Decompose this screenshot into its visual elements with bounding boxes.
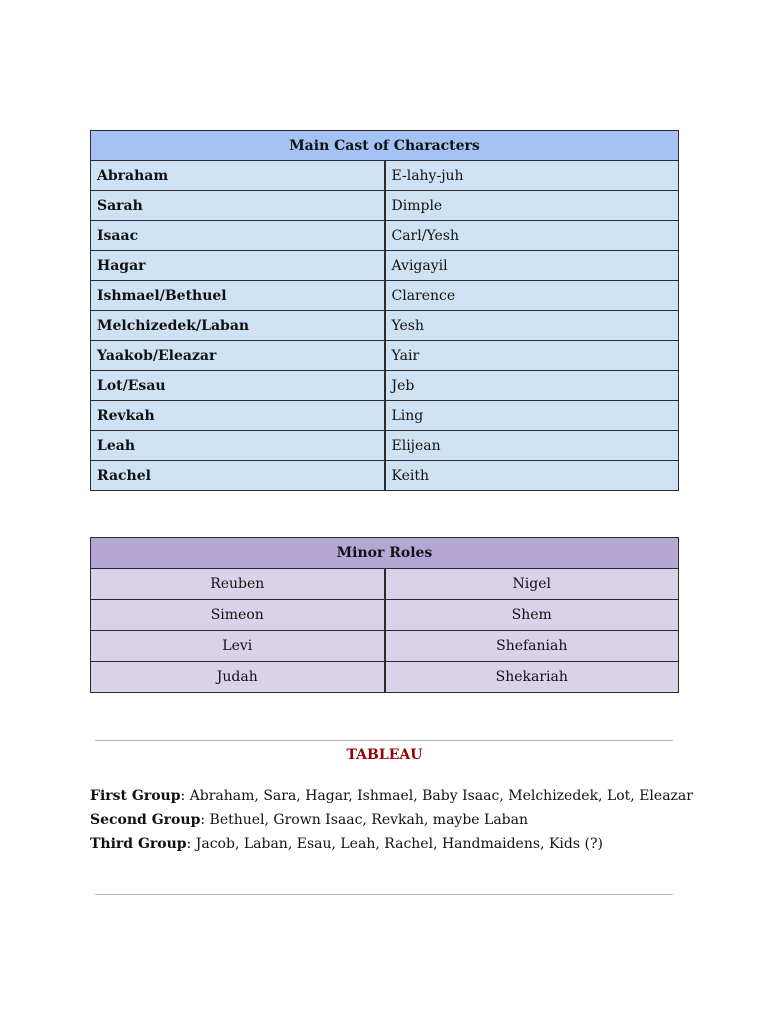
actor-cell: E-lahy-juh xyxy=(385,161,679,191)
minor-roles-title: Minor Roles xyxy=(91,538,679,569)
group-label: First Group xyxy=(90,788,181,804)
table-row xyxy=(91,461,679,491)
group-line xyxy=(90,808,690,832)
minor-role-cell: Nigel xyxy=(385,569,679,600)
group-members: : Bethuel, Grown Isaac, Revkah, maybe Laban xyxy=(200,812,529,828)
actor-cell: Jeb xyxy=(385,371,679,401)
group-members: : Abraham, Sara, Hagar, Ishmael, Baby Isaac, Melchizedek, Lot, Eleazar xyxy=(180,788,693,804)
actor-cell: Yair xyxy=(385,341,679,371)
group-members: : Jacob, Laban, Esau, Leah, Rachel, Handmaidens, Kids (?) xyxy=(186,836,603,852)
table-row xyxy=(91,662,679,693)
table-row xyxy=(91,281,679,311)
tableau-heading: TABLEAU xyxy=(346,747,423,763)
role-cell: Melchizedek/Laban xyxy=(91,311,385,341)
table-row xyxy=(91,631,679,662)
main-cast-header-row xyxy=(91,131,679,161)
table-row xyxy=(91,191,679,221)
minor-role-cell: Simeon xyxy=(91,600,385,631)
main-cast-title: Main Cast of Characters xyxy=(91,131,679,161)
table-row xyxy=(91,161,679,191)
minor-roles-table xyxy=(90,537,679,693)
table-row xyxy=(91,371,679,401)
role-cell: Isaac xyxy=(91,221,385,251)
horizontal-divider xyxy=(95,740,673,741)
table-row xyxy=(91,431,679,461)
role-cell: Leah xyxy=(91,431,385,461)
actor-cell: Elijean xyxy=(385,431,679,461)
group-line xyxy=(90,784,693,808)
actor-cell: Keith xyxy=(385,461,679,491)
role-cell: Sarah xyxy=(91,191,385,221)
actor-cell: Carl/Yesh xyxy=(385,221,679,251)
group-label: Second Group xyxy=(90,812,201,828)
table-row xyxy=(91,341,679,371)
minor-role-cell: Levi xyxy=(91,631,385,662)
role-cell: Hagar xyxy=(91,251,385,281)
minor-role-cell: Shefaniah xyxy=(385,631,679,662)
role-cell: Ishmael/Bethuel xyxy=(91,281,385,311)
table-row xyxy=(91,311,679,341)
group-label: Third Group xyxy=(90,836,187,852)
table-row xyxy=(91,221,679,251)
role-cell: Abraham xyxy=(91,161,385,191)
horizontal-divider xyxy=(95,894,673,895)
minor-roles-header-row xyxy=(91,538,679,569)
minor-role-cell: Reuben xyxy=(91,569,385,600)
group-line xyxy=(90,832,690,856)
minor-role-cell: Shekariah xyxy=(385,662,679,693)
role-cell: Rachel xyxy=(91,461,385,491)
role-cell: Revkah xyxy=(91,401,385,431)
table-row xyxy=(91,401,679,431)
actor-cell: Avigayil xyxy=(385,251,679,281)
table-row xyxy=(91,569,679,600)
table-row xyxy=(91,600,679,631)
minor-role-cell: Judah xyxy=(91,662,385,693)
actor-cell: Dimple xyxy=(385,191,679,221)
actor-cell: Yesh xyxy=(385,311,679,341)
actor-cell: Ling xyxy=(385,401,679,431)
actor-cell: Clarence xyxy=(385,281,679,311)
main-cast-table xyxy=(90,130,679,491)
tableau-groups xyxy=(90,784,693,856)
minor-role-cell: Shem xyxy=(385,600,679,631)
role-cell: Yaakob/Eleazar xyxy=(91,341,385,371)
table-row xyxy=(91,251,679,281)
role-cell: Lot/Esau xyxy=(91,371,385,401)
